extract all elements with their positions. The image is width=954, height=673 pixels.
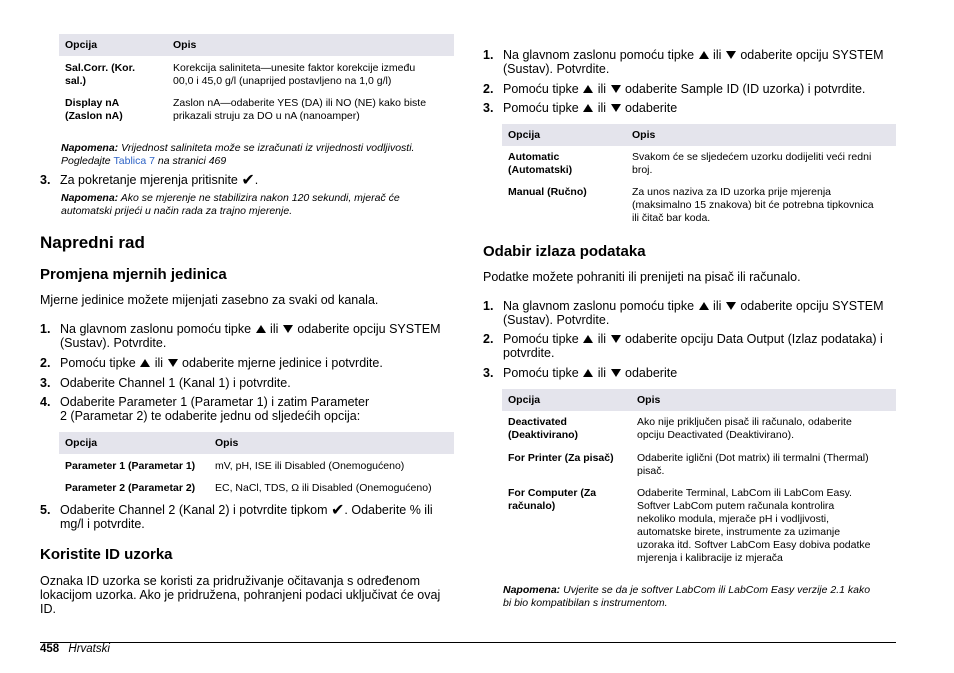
arrow-down-icon	[610, 84, 622, 94]
output-intro: Podatke možete pohraniti ili prenijeti na pisač ili računalo.	[483, 270, 801, 284]
option-table-data-output	[502, 389, 896, 565]
heading-sample-id: Koristite ID uzorka	[40, 546, 173, 563]
arrow-down-icon	[167, 358, 179, 368]
table-row: Sal.Corr. (Kor. sal.) Korekcija saliniteta—unesite faktor korekcije između 00,0 i 45,0 g/l (unaprijed postavljeno na 1,0 g/l)	[65, 62, 416, 87]
note-salinity: Napomena: Vrijednost saliniteta može se izračunati iz vrijednosti vodljivosti. Pogledajte Tablica 7 na stranici 469	[61, 142, 415, 167]
option-table-parameters	[59, 432, 454, 495]
arrow-up-icon	[582, 368, 594, 378]
heading-advanced-operation: Napredni rad	[40, 233, 145, 252]
table-header-description: Opis	[167, 34, 454, 56]
arrow-down-icon	[725, 50, 737, 60]
units-intro: Mjerne jedinice možete mijenjati zasebno za svaki od kanala.	[40, 293, 379, 307]
sample-id-paragraph: Oznaka ID uzorka se koristi za pridruživanje očitavanja s određenom lokacijom uzorka. Ako je pridružena, pohranjeni podaci uključivat će ovaj ID.	[40, 574, 441, 616]
confirm-check-icon: ✔	[241, 172, 255, 189]
table-header-description: Opis	[626, 124, 896, 146]
option-table-sample-id	[502, 124, 896, 225]
table-header-option: Opcija	[502, 124, 626, 146]
arrow-up-icon	[698, 50, 710, 60]
footer-language: Hrvatski	[68, 643, 110, 655]
arrow-down-icon	[282, 324, 294, 334]
table-row: Parameter 1 (Parametar 1) mV, pH, ISE ili Disabled (Onemogućeno)	[65, 460, 405, 472]
arrow-down-icon	[725, 301, 737, 311]
arrow-up-icon	[139, 358, 151, 368]
table-row: For Printer (Za pisač) Odaberite iglični (Dot matrix) ili termalni (Thermal) pisač.	[508, 452, 869, 477]
note-stabilization: Napomena: Ako se mjerenje ne stabilizira nakon 120 sekundi, mjerač će automatski prijeći u način rada za trajno mjerenje.	[61, 192, 400, 217]
confirm-check-icon: ✔	[331, 502, 345, 519]
arrow-up-icon	[698, 301, 710, 311]
table-header-description: Opis	[631, 389, 896, 411]
table-header-option: Opcija	[502, 389, 631, 411]
arrow-up-icon	[255, 324, 267, 334]
arrow-down-icon	[610, 103, 622, 113]
table-row: Deactivated (Deaktivirano) Ako nije priključen pisač ili računalo, odaberite opciju Deactivated (Deaktivirano).	[508, 416, 852, 441]
page-number: 458	[40, 643, 60, 655]
arrow-down-icon	[610, 368, 622, 378]
table-row: Display nA (Zaslon nA) Zaslon nA—odaberite YES (DA) ili NO (NE) kako biste prikazali struju za DO u nA (nanoamper)	[65, 97, 427, 122]
heading-change-units: Promjena mjernih jedinica	[40, 266, 227, 283]
arrow-up-icon	[582, 334, 594, 344]
table-row: Manual (Ručno) Za unos naziva za ID uzorka prije mjerenja (maksimalno 15 znakova) bit će potrebna tipkovnica ili čitač bar koda.	[508, 186, 874, 224]
heading-data-output: Odabir izlaza podataka	[483, 243, 646, 260]
footer-divider	[40, 642, 896, 643]
note-labcom-version: Napomena: Uvjerite se da je softver LabCom ili LabCom Easy verzije 2.1 kako bi bio kompatibilan s instrumentom.	[503, 584, 871, 609]
table-header-option: Opcija	[59, 34, 167, 56]
arrow-up-icon	[582, 84, 594, 94]
table-row: Parameter 2 (Parametar 2) EC, NaCl, TDS, Ω ili Disabled (Onemogućeno)	[65, 482, 432, 494]
option-table-salinity	[59, 34, 454, 123]
table-row: For Computer (Za računalo) Odaberite Terminal, LabCom ili LabCom Easy. Softver LabCom putem računala kontrolira nekoliko modula, mjerače pH i vodljivosti, automatske birete, instrumente za uzimanje uzoraka itd. Softver LabCom Easy dobiva podatke mjerenja i kalibracije iz mjerača	[508, 487, 871, 564]
page-footer	[40, 643, 110, 655]
table-link[interactable]: Tablica 7	[113, 155, 155, 167]
arrow-down-icon	[610, 334, 622, 344]
arrow-up-icon	[582, 103, 594, 113]
table-header-description: Opis	[209, 432, 454, 454]
table-header-option: Opcija	[59, 432, 209, 454]
table-row: Automatic (Automatski) Svakom će se sljedećem uzorku dodijeliti veći redni broj.	[508, 151, 872, 176]
